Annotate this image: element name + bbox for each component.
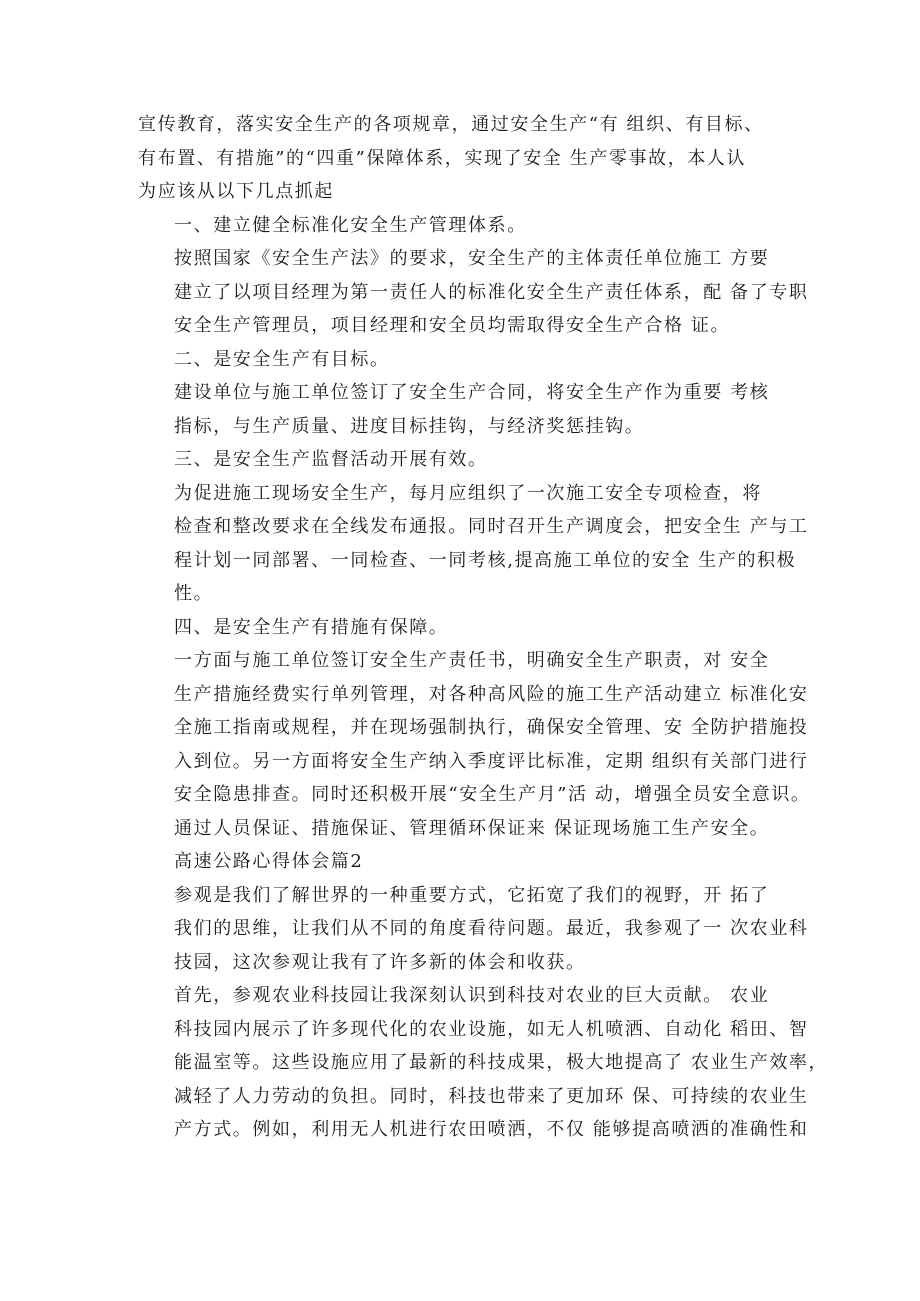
- text-line: 产方式。例如，利用无人机进行农田喷洒，不仅 能够提高喷洒的准确性和: [174, 1119, 809, 1140]
- text-line: 一、建立健全标准化安全生产管理体系。: [174, 214, 527, 236]
- text-line: 程计划一同部署、一同检查、一同考核,提高施工单位的安全 生产的积极: [174, 549, 797, 571]
- text-line: 安全隐患排查。同时还积极开展“安全生产月”活 动，增强全员安全意识。: [174, 784, 811, 805]
- paragraph: [138, 611, 794, 645]
- text-line: 减轻了人力劳动的负担。同时，科技也带来了更加环 保、可持续的农业生: [174, 1085, 809, 1107]
- text-line: 全施工指南或规程，并在现场强制执行，确保安全管理、安 全防护措施投: [174, 717, 809, 738]
- text-line: 入到位。另一方面将安全生产纳入季度评比标准，定期 组织有关部门进行: [174, 750, 809, 772]
- text-line: 生产措施经费实行单列管理，对各种高风险的施工生产活动建立 标准化安: [174, 683, 809, 705]
- text-line: 按照国家《安全生产法》的要求，安全生产的主体责任单位施工 方要: [174, 248, 770, 269]
- text-line: 指标，与生产质量、进度目标挂钩，与经济奖惩挂钩。: [174, 415, 645, 437]
- text-line: 建立了以项目经理为第一责任人的标准化安全生产责任体系，配 备了专职: [174, 281, 809, 303]
- paragraph: [138, 443, 794, 477]
- text-line: 能温室等。这些设施应用了最新的科技成果，极大地提高了 农业生产效率，: [174, 1052, 829, 1073]
- paragraph: [138, 343, 794, 377]
- text-line: 参观是我们了解世界的一种重要方式，它拓宽了我们的视野，开 拓了: [174, 884, 770, 906]
- text-line: 安全生产管理员，项目经理和安全员均需取得安全生产合格 证。: [174, 315, 731, 336]
- text-line: 科技园内展示了许多现代化的农业设施，如无人机喷洒、自动化 稻田、智: [174, 1018, 809, 1040]
- text-line: 为促进施工现场安全生产，每月应组织了一次施工安全专项检查，将: [174, 482, 762, 504]
- paragraph: [138, 376, 794, 443]
- text-line: 四、是安全生产有措施有保障。: [174, 616, 449, 638]
- paragraph: [138, 108, 794, 209]
- paragraph: [138, 979, 829, 1147]
- paragraph: [138, 242, 809, 343]
- text-line: 有布置、有措施”的“四重”保障体系，实现了安全 生产零事故，本人认: [138, 147, 747, 169]
- text-line: 高速公路心得体会篇2: [174, 851, 364, 872]
- document-body: [138, 108, 829, 1147]
- text-line: 我们的思维，让我们从不同的角度看待问题。最近，我参观了一 次农业科: [174, 918, 809, 939]
- text-line: 宣传教育，落实安全生产的各项规章，通过安全生产“有 组织、有目标、: [138, 114, 764, 135]
- paragraph: [138, 477, 809, 611]
- paragraph: [138, 209, 794, 243]
- text-line: 三、是安全生产监督活动开展有效。: [174, 449, 488, 470]
- text-line: 通过人员保证、措施保证、管理循环保证来 保证现场施工生产安全。: [174, 817, 770, 839]
- text-line: 性。: [174, 583, 214, 604]
- text-line: 为应该从以下几点抓起: [138, 181, 334, 202]
- text-line: 建设单位与施工单位签订了安全生产合同，将安全生产作为重要 考核: [174, 382, 770, 403]
- paragraph: [138, 879, 809, 980]
- text-line: 技园，这次参观让我有了许多新的体会和收获。: [174, 951, 586, 973]
- text-line: 一方面与施工单位签订安全生产责任书，明确安全生产职责，对 安全: [174, 650, 770, 671]
- paragraph: [138, 644, 811, 845]
- text-line: 二、是安全生产有目标。: [174, 348, 390, 370]
- text-line: 首先，参观农业科技园让我深刻认识到科技对农业的巨大贡献。 农业: [174, 985, 770, 1006]
- paragraph: [138, 845, 794, 879]
- text-line: 检查和整改要求在全线发布通报。同时召开生产调度会，把安全生 产与工: [174, 516, 809, 537]
